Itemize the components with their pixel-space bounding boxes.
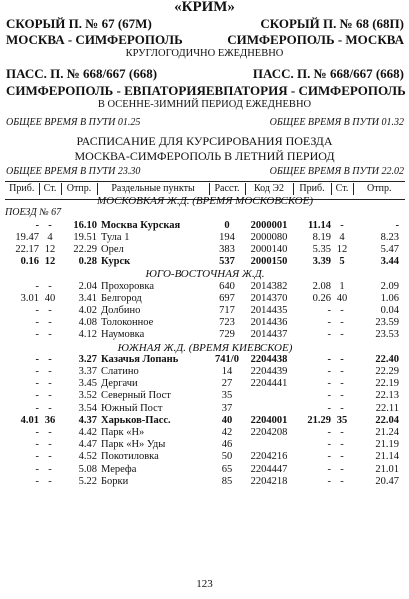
departure-2: 0.04 — [380, 305, 399, 317]
train-68-name: СКОРЫЙ П. № 68 (68П) — [260, 16, 404, 31]
arrival-2: 11.14 — [307, 219, 331, 231]
stop-1: 12 — [44, 244, 56, 256]
departure-2: 1.06 — [380, 292, 399, 304]
stop-2: - — [340, 317, 344, 329]
table-row — [5, 464, 405, 476]
departure-1: 22.29 — [73, 244, 97, 256]
column-header-row — [5, 183, 405, 195]
col-arrival-2: Приб. — [293, 183, 331, 195]
departure-2: 22.11 — [375, 402, 399, 414]
departure-1: 4.37 — [78, 414, 97, 426]
table-row — [5, 256, 405, 268]
distance: 741/0 — [215, 353, 239, 365]
table-row — [5, 451, 405, 463]
arrival-1: 19.47 — [15, 231, 39, 243]
departure-1: 3.41 — [78, 292, 97, 304]
pass-left-name: ПАСС. П. № 668/667 (668) — [6, 66, 158, 81]
departure-1: 3.45 — [78, 378, 97, 390]
departure-2: 8.23 — [380, 231, 399, 243]
arrival-1: - — [35, 427, 39, 439]
section-header — [5, 268, 405, 280]
stop-2: - — [340, 305, 344, 317]
stop-2: 35 — [336, 414, 348, 426]
col-distance: Расст. — [209, 183, 245, 195]
stop-2: - — [340, 378, 344, 390]
departure-2: 23.59 — [375, 317, 399, 329]
departure-1: 4.42 — [78, 427, 97, 439]
arrival-1: - — [35, 317, 39, 329]
stop-1: 4 — [47, 231, 53, 243]
stop-2: 5 — [339, 256, 345, 268]
arrival-2: - — [327, 475, 331, 487]
stop-2: - — [340, 427, 344, 439]
departure-1: 3.52 — [78, 390, 97, 402]
stop-2: - — [340, 353, 344, 365]
col-departure-1: Отпр. — [61, 183, 97, 195]
station-name: Дергачи — [101, 378, 138, 390]
arrival-1: - — [35, 378, 39, 390]
arrival-2: - — [327, 439, 331, 451]
departure-2: 22.19 — [375, 378, 399, 390]
arrival-2: - — [327, 305, 331, 317]
arrival-1: - — [35, 366, 39, 378]
distance: 40 — [221, 414, 233, 426]
stop-1: 12 — [44, 256, 56, 268]
arrival-1: - — [35, 280, 39, 292]
arrival-2: 21.29 — [307, 414, 331, 426]
stop-1: 40 — [44, 292, 56, 304]
departure-1: 4.12 — [78, 329, 97, 341]
stop-2: 1 — [339, 280, 345, 292]
distance: 194 — [219, 231, 235, 243]
travel-time-right-1: ОБЩЕЕ ВРЕМЯ В ПУТИ 01.32 — [269, 117, 404, 128]
arrival-2: - — [327, 353, 331, 365]
stop-1: - — [48, 317, 52, 329]
departure-1: 3.37 — [78, 366, 97, 378]
table-row — [5, 476, 405, 488]
autumn-winter-note: В ОСЕННЕ-ЗИМНИЙ ПЕРИОД ЕЖЕДНЕВНО — [97, 99, 312, 110]
table-top-rule — [5, 181, 405, 182]
express-train-names — [6, 16, 404, 32]
station-code — [245, 439, 293, 451]
stop-1: - — [48, 366, 52, 378]
train-68-route: СИМФЕРОПОЛЬ - МОСКВА — [227, 32, 404, 47]
table-row — [5, 244, 405, 256]
stop-2: - — [340, 219, 344, 231]
table-row — [5, 439, 405, 451]
station-name: Слатино — [101, 366, 139, 378]
distance: 14 — [221, 366, 233, 378]
station-code: 2204218 — [250, 475, 288, 487]
stop-1: - — [48, 305, 52, 317]
train-label: ПОЕЗД № 67 — [5, 207, 62, 219]
arrival-2: 5.35 — [312, 244, 331, 256]
distance: 46 — [221, 439, 233, 451]
departure-1: 3.27 — [78, 353, 97, 365]
arrival-2: - — [327, 463, 331, 475]
timetable-table — [5, 183, 405, 488]
travel-time-row-2 — [6, 166, 404, 177]
distance: 383 — [219, 244, 235, 256]
travel-time-left-2: ОБЩЕЕ ВРЕМЯ В ПУТИ 23.30 — [6, 166, 141, 177]
arrival-1: 22.17 — [15, 244, 39, 256]
departure-1: 4.47 — [78, 439, 97, 451]
distance: 537 — [219, 256, 235, 268]
stop-2: - — [340, 451, 344, 463]
arrival-2: - — [327, 390, 331, 402]
arrival-1: - — [35, 353, 39, 365]
distance: 729 — [219, 329, 235, 341]
departure-2: 22.29 — [375, 366, 399, 378]
departure-2: 23.53 — [375, 329, 399, 341]
page-number: 123 — [196, 578, 213, 590]
table-row — [5, 305, 405, 317]
stop-1: - — [48, 463, 52, 475]
distance: 42 — [221, 427, 233, 439]
departure-1: 19.51 — [73, 231, 97, 243]
station-name: Парк «Н» — [101, 427, 145, 439]
pass-left-route: СИМФЕРОПОЛЬ - ЕВПАТОРИЯ — [6, 83, 206, 98]
station-code: 2014437 — [250, 329, 288, 341]
arrival-2: - — [327, 317, 331, 329]
arrival-2: - — [327, 366, 331, 378]
departure-1: 3.54 — [78, 402, 97, 414]
col-arrival-1: Приб. — [5, 183, 39, 195]
station-name: Борки — [101, 475, 129, 487]
table-row — [5, 427, 405, 439]
station-name: Наумовка — [101, 329, 145, 341]
col-stations: Раздельные пункты — [97, 183, 209, 195]
express-train-routes — [6, 32, 404, 48]
arrival-2: 2.08 — [312, 280, 331, 292]
stop-2: 40 — [336, 292, 348, 304]
schedule-heading-2: МОСКВА-СИМФЕРОПОЛЬ В ЛЕТНИЙ ПЕРИОД — [74, 149, 335, 163]
departure-2: 3.44 — [380, 256, 399, 268]
stop-2: - — [340, 463, 344, 475]
table-row — [5, 354, 405, 366]
table-row — [5, 366, 405, 378]
distance: 27 — [221, 378, 233, 390]
arrival-2: - — [327, 451, 331, 463]
distance: 0 — [224, 219, 230, 231]
stop-2: 4 — [339, 231, 345, 243]
station-code: 2014436 — [250, 317, 288, 329]
arrival-1: 0.16 — [20, 256, 39, 268]
distance: 50 — [221, 451, 233, 463]
departure-1: 16.10 — [73, 219, 97, 231]
arrival-2: - — [327, 329, 331, 341]
table-row — [5, 329, 405, 341]
station-name: Покотиловка — [101, 451, 159, 463]
station-code: 2000140 — [250, 244, 288, 256]
stop-2: - — [340, 402, 344, 414]
distance: 717 — [219, 305, 235, 317]
departure-2: 22.04 — [375, 414, 399, 426]
section-title: ЮГО-ВОСТОЧНАЯ Ж.Д. — [145, 268, 265, 281]
station-code: 2000080 — [250, 231, 288, 243]
arrival-2: - — [327, 378, 331, 390]
col-departure-2: Отпр. — [367, 183, 392, 194]
table-row — [5, 220, 405, 232]
table-row — [5, 281, 405, 293]
station-name: Долбино — [101, 305, 141, 317]
stop-2: - — [340, 329, 344, 341]
arrival-2: 0.26 — [312, 292, 331, 304]
station-code: 2204438 — [250, 353, 288, 365]
departure-1: 4.02 — [78, 305, 97, 317]
distance: 723 — [219, 317, 235, 329]
station-name: Москва Курская — [101, 219, 181, 231]
distance: 640 — [219, 280, 235, 292]
arrival-2: 3.39 — [312, 256, 331, 268]
arrival-1: - — [35, 451, 39, 463]
departure-2: 2.09 — [380, 280, 399, 292]
stop-1: - — [48, 280, 52, 292]
departure-2: 5.47 — [380, 244, 399, 256]
departure-2: 20.47 — [375, 475, 399, 487]
distance: 35 — [221, 390, 233, 402]
table-row — [5, 403, 405, 415]
passenger-train-names — [6, 66, 404, 82]
arrival-1: 4.01 — [20, 414, 39, 426]
arrival-1: - — [35, 402, 39, 414]
table-row — [5, 293, 405, 305]
station-name: Мерефа — [101, 463, 137, 475]
stop-1: - — [48, 439, 52, 451]
station-name: Прохоровка — [101, 280, 154, 292]
station-code: 2204441 — [250, 378, 288, 390]
section-title: ЮЖНАЯ Ж.Д. (ВРЕМЯ КИЕВСКОЕ) — [117, 341, 293, 354]
station-name: Толоконное — [101, 317, 154, 329]
passenger-train-routes — [6, 83, 404, 99]
stop-1: - — [48, 219, 52, 231]
stop-1: - — [48, 378, 52, 390]
station-code: 2204208 — [250, 427, 288, 439]
distance: 85 — [221, 475, 233, 487]
table-row — [5, 232, 405, 244]
station-name: Курск — [101, 256, 131, 268]
col-stop-2: Ст. — [331, 183, 353, 195]
arrival-1: - — [35, 305, 39, 317]
section-header — [5, 342, 405, 354]
station-name: Южный Пост — [101, 402, 163, 414]
train-label-row — [5, 207, 405, 219]
page-title: «КРИМ» — [174, 0, 235, 15]
distance: 697 — [219, 292, 235, 304]
station-name: Казачья Лопань — [101, 353, 179, 365]
station-code — [245, 390, 293, 402]
station-code: 2204447 — [250, 463, 288, 475]
departure-1: 4.08 — [78, 317, 97, 329]
station-name: Парк «Н» Уды — [101, 439, 166, 451]
arrival-1: - — [35, 329, 39, 341]
station-code: 2014435 — [250, 305, 288, 317]
stop-1: - — [48, 402, 52, 414]
table-row — [5, 378, 405, 390]
departure-2: - — [395, 219, 399, 231]
stop-1: - — [48, 475, 52, 487]
arrival-1: - — [35, 475, 39, 487]
travel-time-left-1: ОБЩЕЕ ВРЕМЯ В ПУТИ 01.25 — [6, 117, 141, 128]
arrival-2: - — [327, 402, 331, 414]
station-code: 2014382 — [250, 280, 288, 292]
col-code: Код Э2 — [245, 183, 293, 195]
train-67-route: МОСКВА - СИМФЕРОПОЛЬ — [6, 32, 183, 47]
departure-2: 22.40 — [375, 353, 399, 365]
departure-2: 21.24 — [375, 427, 399, 439]
station-name: Северный Пост — [101, 390, 171, 402]
stop-1: - — [48, 451, 52, 463]
travel-time-right-2: ОБЩЕЕ ВРЕМЯ В ПУТИ 22.02 — [269, 166, 404, 177]
arrival-1: - — [35, 219, 39, 231]
stop-1: - — [48, 329, 52, 341]
station-code: 2000150 — [250, 256, 288, 268]
train-67-name: СКОРЫЙ П. № 67 (67М) — [6, 16, 152, 31]
stop-1: - — [48, 353, 52, 365]
travel-time-row-1 — [6, 117, 404, 128]
departure-1: 2.04 — [78, 280, 97, 292]
departure-2: 21.19 — [375, 439, 399, 451]
station-name: Орел — [101, 244, 124, 256]
year-round-note: КРУГЛОГОДИЧНО ЕЖЕДНЕВНО — [125, 48, 284, 59]
stop-2: 12 — [336, 244, 348, 256]
departure-1: 5.22 — [78, 475, 97, 487]
table-row — [5, 415, 405, 427]
arrival-2: - — [327, 427, 331, 439]
distance: 37 — [221, 402, 233, 414]
station-name: Харьков-Пасс. — [101, 414, 171, 426]
arrival-1: - — [35, 463, 39, 475]
departure-2: 21.14 — [375, 451, 399, 463]
station-code: 2204439 — [250, 366, 288, 378]
distance: 65 — [221, 463, 233, 475]
stop-2: - — [340, 366, 344, 378]
pass-right-route: ЕВПАТОРИЯ - СИМФЕРОПОЛЬ — [205, 83, 406, 98]
departure-2: 21.01 — [375, 463, 399, 475]
station-code — [245, 403, 293, 415]
station-code: 2014370 — [250, 292, 288, 304]
stop-1: - — [48, 390, 52, 402]
stop-2: - — [340, 390, 344, 402]
departure-2: 22.13 — [375, 390, 399, 402]
table-row — [5, 317, 405, 329]
stop-1: - — [48, 427, 52, 439]
arrival-2: 8.19 — [312, 231, 331, 243]
stop-1: 36 — [44, 414, 56, 426]
station-name: Белгород — [101, 292, 142, 304]
station-code: 2204001 — [250, 414, 288, 426]
station-code: 2000001 — [250, 219, 288, 231]
departure-1: 4.52 — [78, 451, 97, 463]
arrival-1: - — [35, 439, 39, 451]
station-code: 2204216 — [250, 451, 288, 463]
section-title: МОСКОВКАЯ Ж.Д. (ВРЕМЯ МОСКОВСКОЕ) — [96, 195, 314, 208]
station-name: Тула 1 — [101, 231, 130, 243]
table-row — [5, 390, 405, 402]
arrival-1: - — [35, 390, 39, 402]
section-header — [5, 195, 405, 207]
departure-1: 0.28 — [78, 256, 97, 268]
schedule-heading-1: РАСПИСАНИЕ ДЛЯ КУРСИРОВАНИЯ ПОЕЗДА — [76, 134, 333, 148]
stop-2: - — [340, 439, 344, 451]
departure-1: 5.08 — [78, 463, 97, 475]
arrival-1: 3.01 — [20, 292, 39, 304]
stop-2: - — [340, 475, 344, 487]
pass-right-name: ПАСС. П. № 668/667 (668) — [252, 66, 404, 81]
col-stop-1: Ст. — [39, 183, 61, 195]
